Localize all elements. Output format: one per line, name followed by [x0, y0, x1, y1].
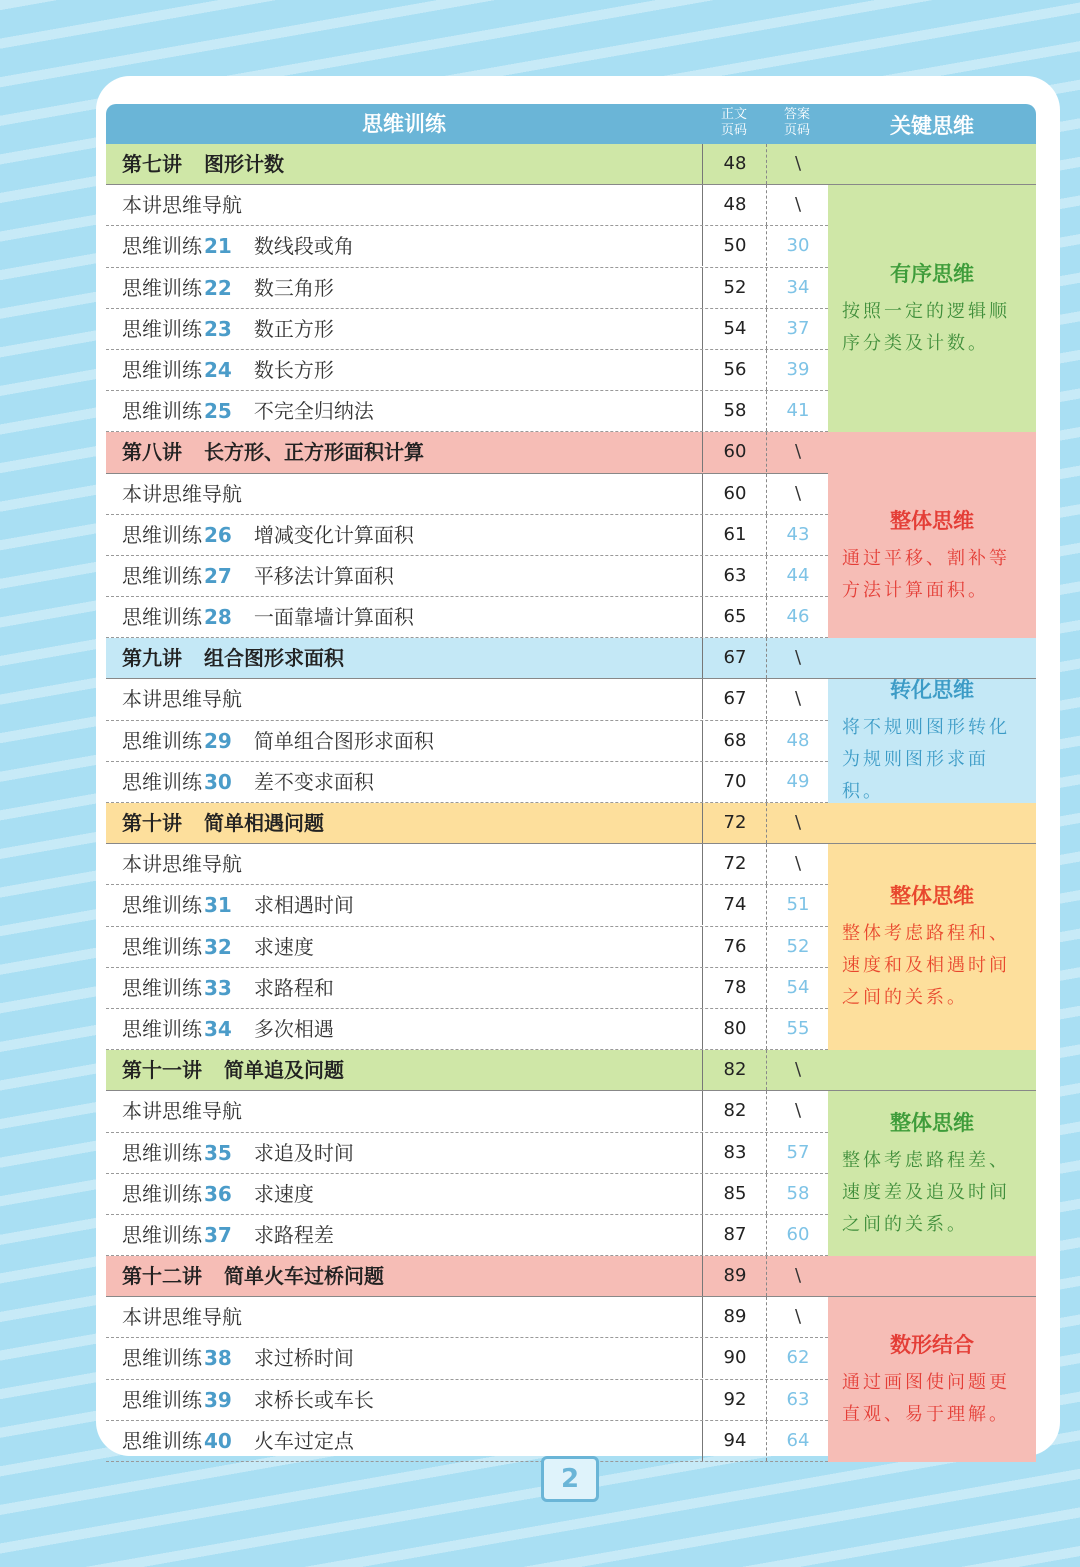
lesson-row[interactable] — [106, 803, 1036, 844]
page-number-cell: 65 — [702, 597, 767, 637]
key-thinking-title: 有序思维 — [890, 261, 974, 286]
header-key-thinking: 关键思维 — [890, 114, 974, 138]
training-label: 思维训练 — [122, 275, 202, 300]
key-thinking-description: 按照一定的逻辑顺序分类及计数。 — [842, 300, 1010, 354]
training-number: 40 — [204, 1428, 232, 1453]
training-title: 求速度 — [253, 934, 314, 959]
training-row[interactable] — [106, 885, 828, 926]
key-thinking-panel — [828, 679, 1036, 803]
key-thinking-panel — [828, 473, 1036, 638]
training-row[interactable] — [106, 597, 828, 638]
training-label: 思维训练 — [122, 975, 202, 1000]
answer-page-cell: 49 — [766, 762, 829, 802]
key-thinking-title: 整体思维 — [890, 508, 974, 533]
lesson-title: 简单追及问题 — [224, 1058, 344, 1083]
answer-page-cell: \ — [766, 1256, 829, 1296]
training-row[interactable] — [106, 474, 828, 515]
page-number-cell: 76 — [702, 927, 767, 967]
training-label: 本讲思维导航 — [122, 1305, 242, 1330]
training-row[interactable] — [106, 844, 828, 885]
lesson-section — [106, 432, 1036, 638]
training-label: 本讲思维导航 — [122, 852, 242, 877]
training-title: 数长方形 — [253, 357, 334, 382]
lesson-title: 简单相遇问题 — [204, 811, 324, 835]
training-heading — [122, 1174, 314, 1214]
training-heading — [122, 1338, 354, 1378]
lesson-section — [106, 1256, 1036, 1462]
training-heading — [122, 927, 314, 967]
lesson-title: 图形计数 — [204, 152, 284, 176]
training-heading — [122, 721, 434, 761]
training-row[interactable] — [106, 1009, 828, 1050]
lesson-heading — [122, 1050, 344, 1090]
training-number: 39 — [204, 1387, 232, 1412]
training-number: 35 — [204, 1140, 232, 1165]
training-number: 32 — [204, 934, 232, 959]
page-number-cell: 67 — [702, 638, 767, 678]
training-number: 31 — [204, 893, 232, 918]
training-row[interactable] — [106, 968, 828, 1009]
training-heading — [122, 1091, 242, 1131]
page-number-cell: 56 — [702, 350, 767, 390]
answer-page-cell: 52 — [766, 927, 829, 967]
training-title: 求过桥时间 — [253, 1346, 354, 1371]
training-row[interactable] — [106, 226, 828, 267]
training-label: 思维训练 — [122, 522, 202, 547]
answer-page-cell: \ — [766, 679, 829, 719]
lesson-heading — [122, 638, 344, 678]
training-title: 差不变求面积 — [253, 769, 374, 794]
training-heading — [122, 844, 242, 884]
training-label: 思维训练 — [122, 1387, 202, 1412]
training-number: 26 — [204, 522, 232, 547]
key-thinking-panel — [828, 844, 1036, 1050]
lesson-label: 第十一讲 — [122, 1058, 202, 1083]
page-number-cell: 87 — [702, 1215, 767, 1255]
sections-container — [106, 144, 1036, 1462]
key-thinking-description: 将不规则图形转化为规则图形求面积。 — [842, 717, 1010, 803]
page-number-cell: 89 — [702, 1256, 767, 1296]
answer-page-cell: 58 — [766, 1174, 829, 1214]
key-thinking-panel — [828, 1297, 1036, 1462]
training-number: 30 — [204, 769, 232, 794]
training-row[interactable] — [106, 515, 828, 556]
training-heading — [122, 391, 374, 431]
training-label: 思维训练 — [122, 1428, 202, 1453]
training-number: 22 — [204, 275, 232, 300]
training-label: 思维训练 — [122, 1222, 202, 1247]
training-title: 平移法计算面积 — [253, 563, 394, 588]
answer-page-cell: \ — [766, 638, 829, 678]
key-thinking-title: 数形结合 — [890, 1332, 974, 1357]
page-number-cell: 78 — [702, 968, 767, 1008]
answer-page-cell: 48 — [766, 721, 829, 761]
page-number-cell: 63 — [702, 556, 767, 596]
page-number-cell: 50 — [702, 226, 767, 266]
training-number: 29 — [204, 728, 232, 753]
training-number: 34 — [204, 1016, 232, 1041]
training-number: 36 — [204, 1181, 232, 1206]
training-title: 简单组合图形求面积 — [253, 728, 434, 753]
training-heading — [122, 1215, 334, 1255]
answer-page-cell: \ — [766, 1050, 829, 1090]
training-title: 求追及时间 — [253, 1140, 354, 1165]
key-thinking-title: 整体思维 — [890, 884, 974, 909]
training-label: 思维训练 — [122, 728, 202, 753]
training-heading — [122, 268, 334, 308]
answer-page-cell: 60 — [766, 1215, 829, 1255]
training-number: 21 — [204, 234, 232, 259]
training-heading — [122, 968, 334, 1008]
lesson-label: 第七讲 — [122, 152, 182, 176]
training-row[interactable] — [106, 1297, 828, 1338]
key-thinking-description: 整体考虑路程和、速度和及相遇时间之间的关系。 — [842, 923, 1010, 1009]
training-row[interactable] — [106, 1133, 828, 1174]
training-title: 一面靠墙计算面积 — [253, 605, 414, 630]
training-heading — [122, 474, 242, 514]
answer-page-cell: 43 — [766, 515, 829, 555]
page-number-cell: 70 — [702, 762, 767, 802]
training-heading — [122, 1297, 242, 1337]
training-title: 求速度 — [253, 1181, 314, 1206]
training-row[interactable] — [106, 1380, 828, 1421]
answer-page-cell: 54 — [766, 968, 829, 1008]
training-row[interactable] — [106, 1174, 828, 1215]
page-number-cell: 72 — [702, 844, 767, 884]
training-label: 思维训练 — [122, 357, 202, 382]
training-label: 思维训练 — [122, 1140, 202, 1165]
answer-page-cell: \ — [766, 144, 829, 184]
key-thinking-title: 整体思维 — [890, 1110, 974, 1135]
lesson-label: 第十二讲 — [122, 1264, 202, 1289]
lesson-heading — [122, 803, 324, 843]
training-label: 思维训练 — [122, 234, 202, 259]
answer-page-cell: \ — [766, 185, 829, 225]
answer-page-cell: 55 — [766, 1009, 829, 1049]
training-number: 33 — [204, 975, 232, 1000]
training-label: 本讲思维导航 — [122, 193, 242, 218]
training-title: 火车过定点 — [253, 1428, 354, 1453]
page-number-cell: 82 — [702, 1091, 767, 1131]
page-number-cell: 74 — [702, 885, 767, 925]
page-number-cell: 92 — [702, 1380, 767, 1420]
training-label: 思维训练 — [122, 399, 202, 424]
training-heading — [122, 1380, 374, 1420]
training-title: 求路程和 — [253, 975, 334, 1000]
page-number-cell: 60 — [702, 432, 767, 472]
training-title: 多次相遇 — [253, 1016, 334, 1041]
training-heading — [122, 515, 414, 555]
training-heading — [122, 1133, 354, 1173]
key-thinking-description: 通过平移、割补等方法计算面积。 — [842, 547, 1010, 601]
training-number: 27 — [204, 563, 232, 588]
page-number-cell: 67 — [702, 679, 767, 719]
training-row[interactable] — [106, 1421, 828, 1462]
training-heading — [122, 1421, 354, 1461]
answer-page-cell: 62 — [766, 1338, 829, 1378]
training-row[interactable] — [106, 185, 828, 226]
training-heading — [122, 185, 242, 225]
training-heading — [122, 556, 394, 596]
header-answer-page: 答案 页码 — [783, 107, 810, 138]
header-training: 思维训练 — [362, 112, 446, 136]
training-row[interactable] — [106, 679, 828, 720]
lesson-heading — [122, 144, 284, 184]
page-number-cell: 82 — [702, 1050, 767, 1090]
page-number-cell: 54 — [702, 309, 767, 349]
training-title: 数三角形 — [253, 275, 334, 300]
training-number: 28 — [204, 605, 232, 630]
lesson-row[interactable] — [106, 1050, 1036, 1091]
training-label: 思维训练 — [122, 769, 202, 794]
training-label: 思维训练 — [122, 893, 202, 918]
page-number-cell: 48 — [702, 144, 767, 184]
page-number-cell: 58 — [702, 391, 767, 431]
answer-page-cell: 39 — [766, 350, 829, 390]
table-of-contents — [106, 104, 1036, 1462]
training-number: 37 — [204, 1222, 232, 1247]
lesson-section — [106, 1050, 1036, 1256]
key-thinking-panel — [828, 1091, 1036, 1256]
page-number-cell: 48 — [702, 185, 767, 225]
answer-page-cell: \ — [766, 474, 829, 514]
page-number-cell: 61 — [702, 515, 767, 555]
training-label: 本讲思维导航 — [122, 481, 242, 506]
answer-page-cell: 46 — [766, 597, 829, 637]
training-row[interactable] — [106, 350, 828, 391]
lesson-title: 简单火车过桥问题 — [224, 1264, 384, 1289]
training-label: 本讲思维导航 — [122, 1099, 242, 1124]
training-number: 38 — [204, 1346, 232, 1371]
training-label: 思维训练 — [122, 934, 202, 959]
training-label: 思维训练 — [122, 316, 202, 341]
training-title: 增减变化计算面积 — [253, 522, 414, 547]
training-heading — [122, 350, 334, 390]
lesson-heading — [122, 432, 424, 472]
lesson-title: 组合图形求面积 — [204, 646, 344, 671]
page-number-cell: 72 — [702, 803, 767, 843]
page-number-cell: 52 — [702, 268, 767, 308]
lesson-section — [106, 638, 1036, 803]
training-label: 思维训练 — [122, 1346, 202, 1371]
training-row[interactable] — [106, 391, 828, 432]
training-row[interactable] — [106, 556, 828, 597]
answer-page-cell: \ — [766, 1297, 829, 1337]
lesson-section — [106, 144, 1036, 432]
key-thinking-title: 转化思维 — [890, 678, 974, 703]
page-number-cell: 90 — [702, 1338, 767, 1378]
answer-page-cell: \ — [766, 803, 829, 843]
lesson-row[interactable] — [106, 1256, 1036, 1297]
training-heading — [122, 1009, 334, 1049]
training-title: 数正方形 — [253, 316, 334, 341]
table-header — [106, 104, 1036, 144]
answer-page-cell: \ — [766, 844, 829, 884]
training-title: 求相遇时间 — [253, 893, 354, 918]
answer-page-cell: 44 — [766, 556, 829, 596]
key-thinking-description: 通过画图使问题更直观、易于理解。 — [842, 1371, 1010, 1425]
answer-page-cell: 51 — [766, 885, 829, 925]
training-heading — [122, 597, 414, 637]
lesson-section — [106, 803, 1036, 1050]
answer-page-cell: \ — [766, 1091, 829, 1131]
training-row[interactable] — [106, 268, 828, 309]
training-label: 思维训练 — [122, 563, 202, 588]
page-number-cell: 89 — [702, 1297, 767, 1337]
training-label: 思维训练 — [122, 605, 202, 630]
answer-page-cell: 41 — [766, 391, 829, 431]
training-row[interactable] — [106, 927, 828, 968]
training-title: 求桥长或车长 — [253, 1387, 374, 1412]
header-page: 正文 页码 — [720, 107, 747, 138]
key-thinking-description: 整体考虑路程差、速度差及追及时间之间的关系。 — [842, 1149, 1010, 1235]
answer-page-cell: 57 — [766, 1133, 829, 1173]
page-number-cell: 68 — [702, 721, 767, 761]
lesson-heading — [122, 1256, 384, 1296]
answer-page-cell: 30 — [766, 226, 829, 266]
page-number-cell: 83 — [702, 1133, 767, 1173]
answer-page-cell: 63 — [766, 1380, 829, 1420]
training-heading — [122, 679, 242, 719]
answer-page-cell: \ — [766, 432, 829, 472]
training-heading — [122, 226, 354, 266]
training-label: 思维训练 — [122, 1016, 202, 1041]
answer-page-cell: 37 — [766, 309, 829, 349]
training-title: 数线段或角 — [253, 234, 354, 259]
training-row[interactable] — [106, 721, 828, 762]
training-label: 本讲思维导航 — [122, 687, 242, 712]
training-row[interactable] — [106, 1338, 828, 1379]
training-heading — [122, 309, 334, 349]
training-title: 求路程差 — [253, 1222, 334, 1247]
training-number: 24 — [204, 357, 232, 382]
lesson-title: 长方形、正方形面积计算 — [204, 440, 424, 465]
training-number: 23 — [204, 316, 232, 341]
lesson-label: 第九讲 — [122, 646, 182, 671]
page-number-cell: 94 — [702, 1421, 767, 1461]
page-number-cell: 85 — [702, 1174, 767, 1214]
training-row[interactable] — [106, 1215, 828, 1256]
training-row[interactable] — [106, 762, 828, 803]
answer-page-cell: 34 — [766, 268, 829, 308]
lesson-row[interactable] — [106, 144, 1036, 185]
training-heading — [122, 762, 374, 802]
training-row[interactable] — [106, 309, 828, 350]
page-number-cell: 60 — [702, 474, 767, 514]
lesson-label: 第八讲 — [122, 440, 182, 465]
training-label: 思维训练 — [122, 1181, 202, 1206]
training-title: 不完全归纳法 — [253, 399, 374, 424]
lesson-row[interactable] — [106, 432, 1036, 473]
lesson-label: 第十讲 — [122, 811, 182, 835]
training-row[interactable] — [106, 1091, 828, 1132]
training-number: 25 — [204, 399, 232, 424]
key-thinking-panel — [828, 185, 1036, 432]
training-heading — [122, 885, 354, 925]
answer-page-cell: 64 — [766, 1421, 829, 1461]
page-number: 2 — [541, 1456, 599, 1502]
page-number-cell: 80 — [702, 1009, 767, 1049]
